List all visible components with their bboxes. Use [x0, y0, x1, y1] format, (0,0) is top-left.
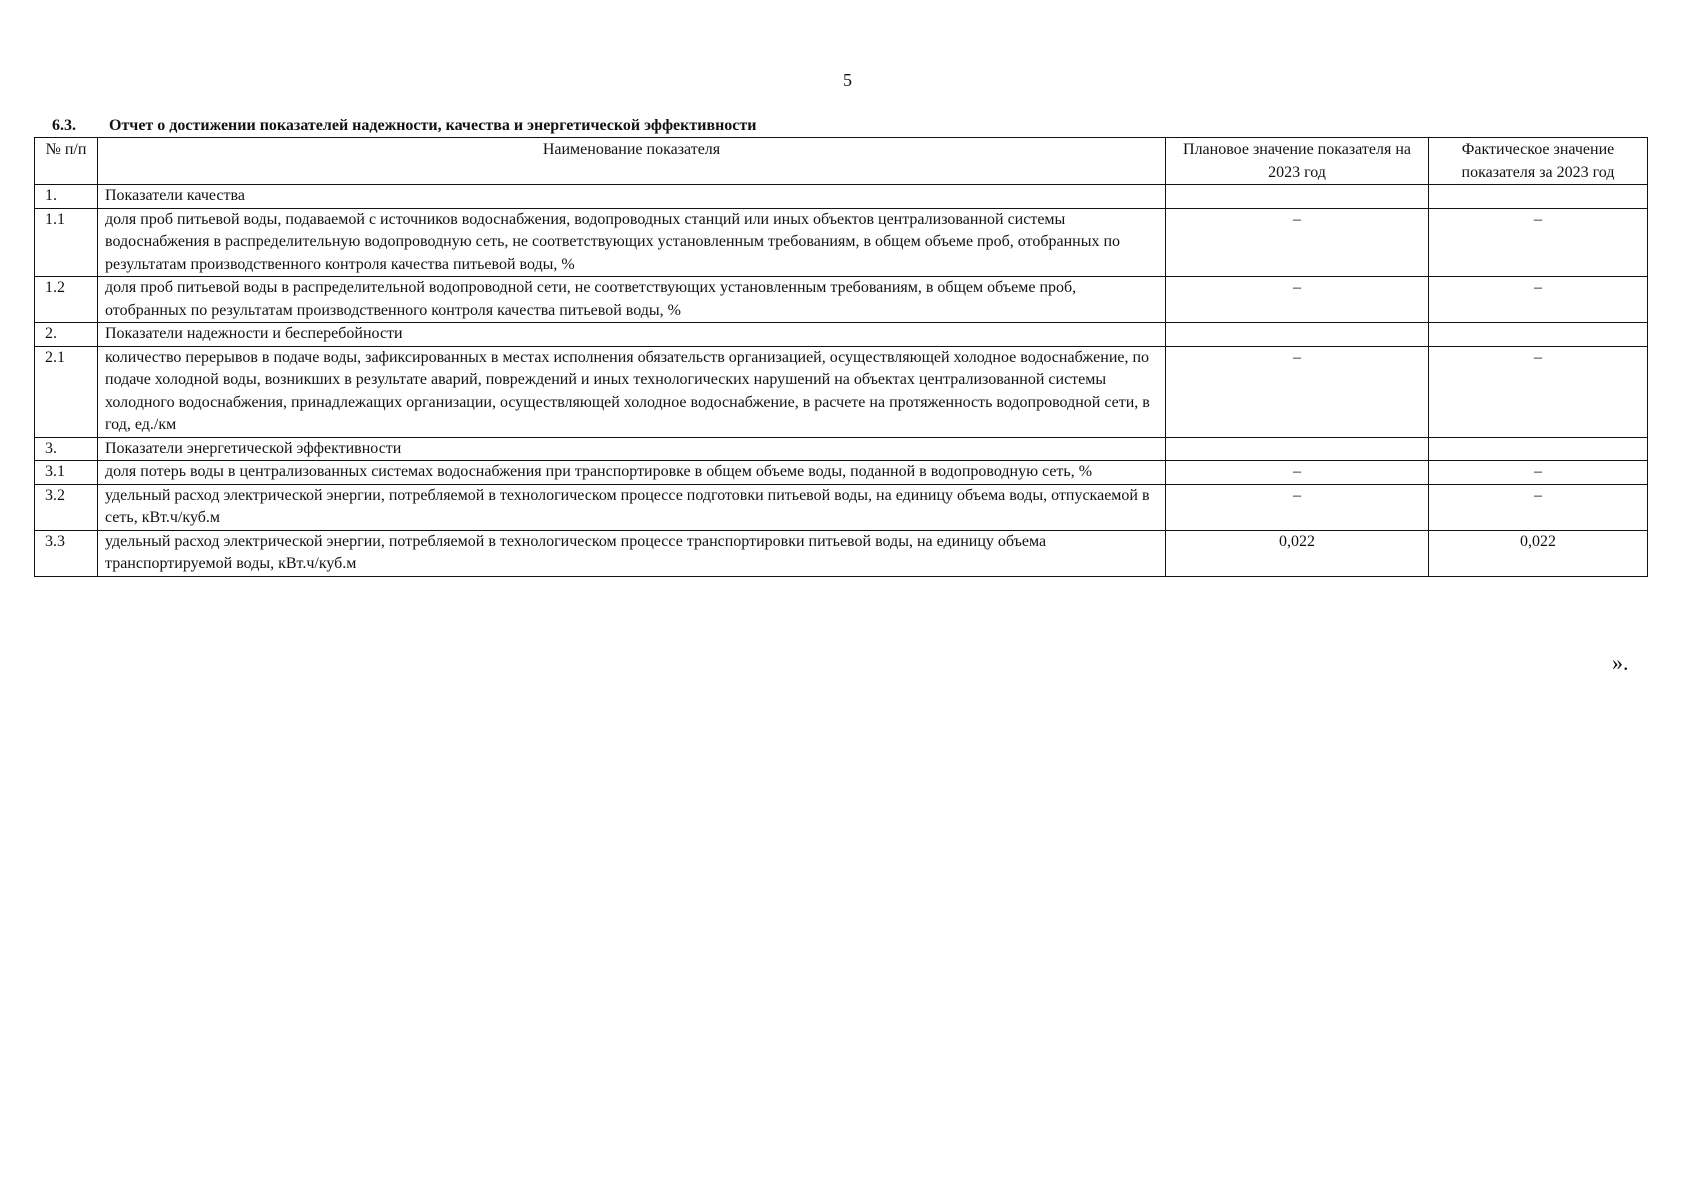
row-actual: –: [1429, 208, 1648, 277]
row-plan: –: [1166, 277, 1429, 323]
row-num: 1.1: [35, 208, 98, 277]
table-header-row: [35, 138, 1648, 185]
table-row: [35, 346, 1648, 437]
header-name: Наименование показателя: [98, 138, 1166, 185]
row-name: удельный расход электрической энергии, потребляемой в технологическом процессе транспортировки питьевой воды, на единицу объема транспортируемой воды, кВт.ч/куб.м: [98, 530, 1166, 576]
row-actual: [1429, 437, 1648, 461]
row-plan: [1166, 185, 1429, 209]
table-row: [35, 323, 1648, 347]
row-actual: [1429, 323, 1648, 347]
row-actual: –: [1429, 484, 1648, 530]
indicators-table: [34, 137, 1648, 577]
closing-quote-mark: ».: [1612, 650, 1629, 675]
row-plan: –: [1166, 208, 1429, 277]
row-num: 2.1: [35, 346, 98, 437]
row-plan: 0,022: [1166, 530, 1429, 576]
row-num: 2.: [35, 323, 98, 347]
table-row: [35, 530, 1648, 576]
page-number: 5: [843, 70, 852, 90]
row-plan: [1166, 323, 1429, 347]
row-num: 1.: [35, 185, 98, 209]
table-row: [35, 185, 1648, 209]
row-plan: –: [1166, 484, 1429, 530]
header-actual: Фактическое значение показателя за 2023 год: [1429, 138, 1648, 185]
table-row: [35, 208, 1648, 277]
row-name: Показатели качества: [98, 185, 1166, 209]
section-title: Отчет о достижении показателей надежности, качества и энергетической эффективности: [109, 117, 757, 134]
row-num: 3.3: [35, 530, 98, 576]
row-name: доля проб питьевой воды, подаваемой с источников водоснабжения, водопроводных станций или иных объектов централизованной системы водоснабжения в распределительную водопроводную сеть, не соответствующих установленным требованиям, в общем объеме проб, отобранных по результатам производственного контроля качества питьевой воды, %: [98, 208, 1166, 277]
row-plan: [1166, 437, 1429, 461]
section-heading: [52, 117, 756, 135]
header-plan: Плановое значение показателя на 2023 год: [1166, 138, 1429, 185]
row-num: 1.2: [35, 277, 98, 323]
section-number: 6.3.: [52, 117, 76, 134]
row-num: 3.2: [35, 484, 98, 530]
row-actual: –: [1429, 461, 1648, 485]
row-name: Показатели надежности и бесперебойности: [98, 323, 1166, 347]
row-actual: –: [1429, 346, 1648, 437]
row-plan: –: [1166, 346, 1429, 437]
row-name: количество перерывов в подаче воды, зафиксированных в местах исполнения обязательств организацией, осуществляющей холодное водоснабжение, по подаче холодной воды, возникших в результате аварий, повреждений и иных технологических нарушений на объектах централизованной системы холодного водоснабжения, принадлежащих организации, осуществляющей холодное водоснабжение, в расчете на протяженность водопроводной сети, в год, ед./км: [98, 346, 1166, 437]
row-actual: 0,022: [1429, 530, 1648, 576]
table-row: [35, 484, 1648, 530]
table-row: [35, 437, 1648, 461]
row-name: доля потерь воды в централизованных системах водоснабжения при транспортировке в общем объеме воды, поданной в водопроводную сеть, %: [98, 461, 1166, 485]
table-row: [35, 277, 1648, 323]
row-name: удельный расход электрической энергии, потребляемой в технологическом процессе подготовки питьевой воды, на единицу объема воды, отпускаемой в сеть, кВт.ч/куб.м: [98, 484, 1166, 530]
row-name: доля проб питьевой воды в распределительной водопроводной сети, не соответствующих установленным требованиям, в общем объеме проб, отобранных по результатам производственного контроля качества питьевой воды, %: [98, 277, 1166, 323]
row-num: 3.: [35, 437, 98, 461]
row-plan: –: [1166, 461, 1429, 485]
row-actual: [1429, 185, 1648, 209]
row-actual: –: [1429, 277, 1648, 323]
row-num: 3.1: [35, 461, 98, 485]
header-num: № п/п: [35, 138, 98, 185]
table-row: [35, 461, 1648, 485]
row-name: Показатели энергетической эффективности: [98, 437, 1166, 461]
